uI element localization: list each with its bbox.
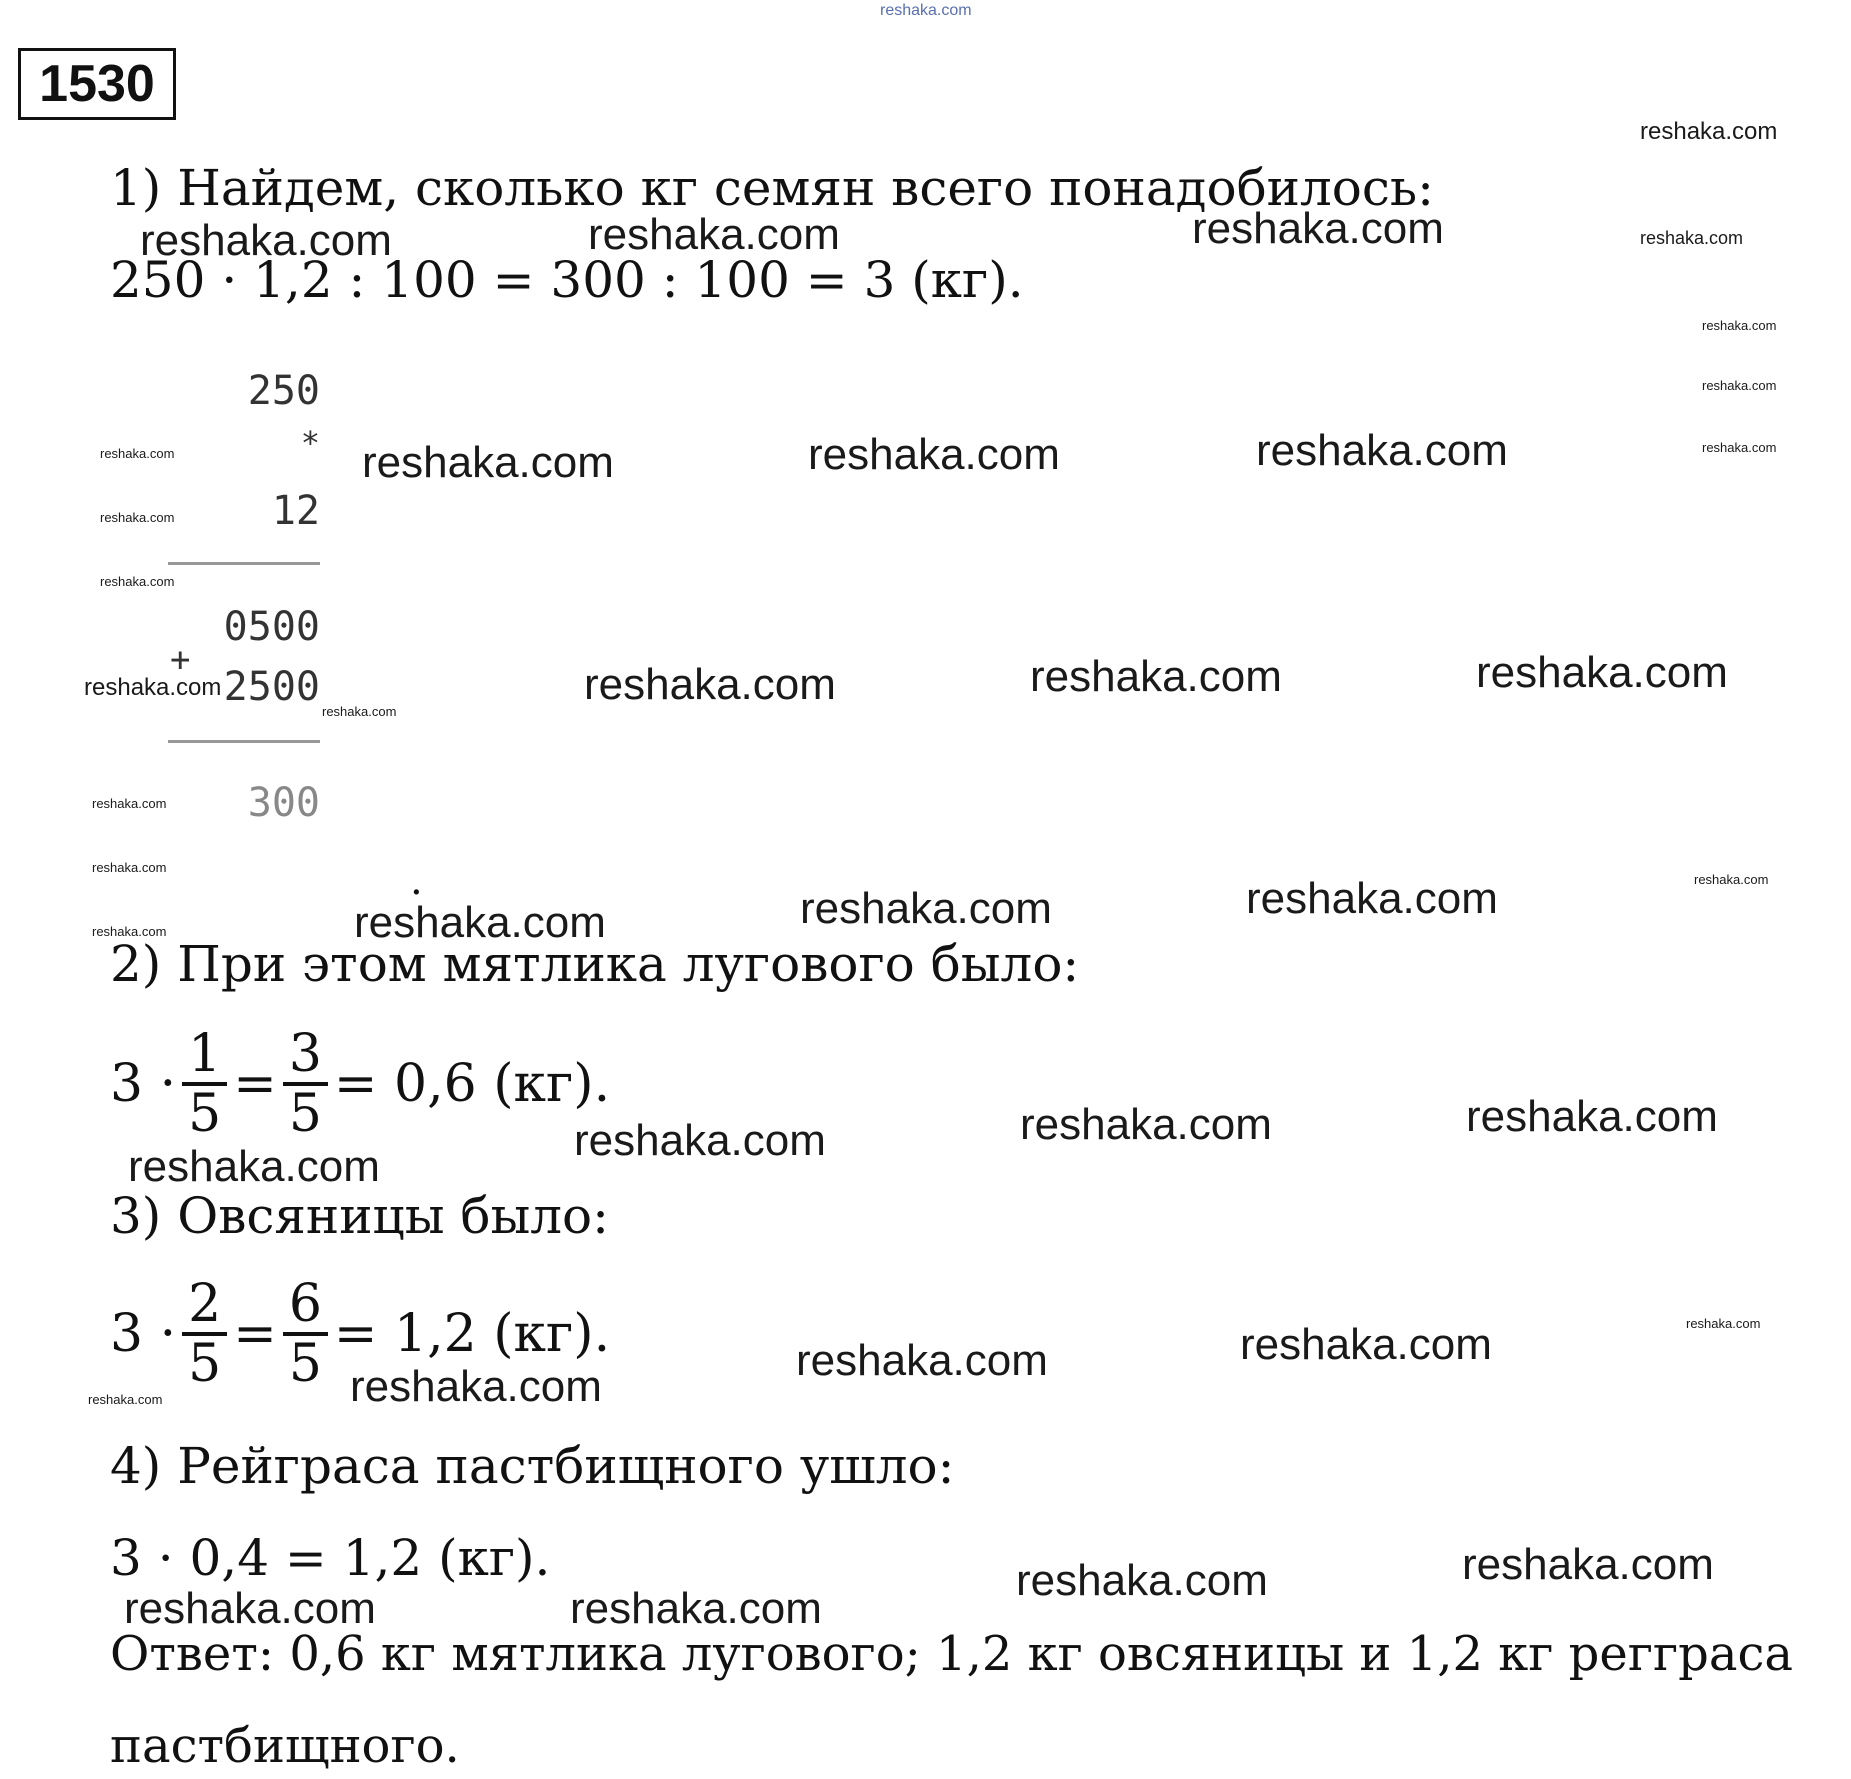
watermark: reshaka.com: [322, 704, 397, 719]
watermark: reshaka.com: [1702, 440, 1777, 455]
calc-partial2: 2500: [223, 664, 320, 710]
watermark: reshaka.com: [1640, 228, 1744, 248]
watermark: reshaka.com: [1476, 648, 1728, 697]
watermark: reshaka.com: [350, 1362, 602, 1411]
step2-eq: =: [233, 1054, 277, 1114]
watermark: reshaka.com: [140, 216, 392, 265]
step1-text: 1) Найдем, сколько кг семян всего понадобилось:: [110, 159, 1434, 217]
calc-rule-2: [168, 740, 320, 743]
watermark: reshaka.com: [574, 1116, 826, 1165]
watermark: reshaka.com: [1640, 118, 1778, 145]
calc-rule-1: [168, 562, 320, 565]
watermark: reshaka.com: [1702, 378, 1777, 393]
step4-formula: 3 · 0,4 = 1,2 (кг).: [110, 1529, 551, 1587]
watermark: reshaka.com: [354, 898, 606, 947]
step2-formula: [110, 1026, 610, 1142]
answer-line-1: Ответ: 0,6 кг мятлика лугового; 1,2 кг овсяницы и 1,2 кг регграса: [110, 1626, 1793, 1682]
calc-result: 300: [247, 780, 320, 826]
step2-num2: 3: [283, 1026, 328, 1086]
step3-rest: = 1,2 (кг).: [333, 1304, 611, 1364]
calc-dot: .: [410, 858, 423, 904]
watermark: reshaka.com: [1686, 1316, 1761, 1331]
step3-den2: 5: [288, 1334, 322, 1394]
step2-fraction-1: [182, 1026, 227, 1142]
step4-text: 4) Рейграса пастбищного ушло:: [110, 1437, 955, 1495]
calc-multiplicand: 250: [247, 368, 320, 414]
step2-den2: 5: [288, 1084, 322, 1144]
watermark: reshaka.com: [84, 674, 222, 701]
watermark: reshaka.com: [1030, 652, 1282, 701]
step1-formula: 250 · 1,2 : 100 = 300 : 100 = 3 (кг).: [110, 251, 1024, 309]
step2-fraction-2: [283, 1026, 328, 1142]
watermark: reshaka.com: [1466, 1092, 1718, 1141]
watermark: reshaka.com: [128, 1142, 380, 1191]
answer-line-2: пастбищного.: [110, 1718, 460, 1774]
watermark: reshaka.com: [800, 884, 1052, 933]
watermark: reshaka.com: [1016, 1556, 1268, 1605]
watermark: reshaka.com: [100, 446, 175, 461]
step2-den1: 5: [188, 1084, 222, 1144]
watermark: reshaka.com: [584, 660, 836, 709]
watermark: reshaka.com: [1702, 318, 1777, 333]
calc-operator-mul: *: [300, 424, 320, 462]
watermark: reshaka.com: [570, 1584, 822, 1633]
watermark: reshaka.com: [124, 1584, 376, 1633]
calc-operator-add: +: [170, 640, 191, 680]
step3-num2: 6: [283, 1276, 328, 1336]
watermark: reshaka.com: [100, 574, 175, 589]
step3-num1: 2: [182, 1276, 227, 1336]
step3-den1: 5: [188, 1334, 222, 1394]
step2-coef: 3 ·: [110, 1054, 177, 1114]
step3-fraction-1: [182, 1276, 227, 1392]
watermark: reshaka.com: [1020, 1100, 1272, 1149]
watermark: reshaka.com: [1246, 874, 1498, 923]
watermark: reshaka.com: [1462, 1540, 1714, 1589]
watermark: reshaka.com: [88, 1392, 163, 1407]
step3-coef: 3 ·: [110, 1304, 177, 1364]
watermark: reshaka.com: [1192, 204, 1444, 253]
watermark: reshaka.com: [1240, 1320, 1492, 1369]
watermark: reshaka.com: [92, 924, 167, 939]
step3-fraction-2: [283, 1276, 328, 1392]
step3-text: 3) Овсяницы было:: [110, 1187, 609, 1245]
watermark: reshaka.com: [1256, 426, 1508, 475]
step2-rest: = 0,6 (кг).: [333, 1054, 611, 1114]
watermark: reshaka.com: [362, 438, 614, 487]
site-label[interactable]: reshaka.com: [880, 2, 972, 19]
watermark: reshaka.com: [100, 510, 175, 525]
watermark: reshaka.com: [808, 430, 1060, 479]
problem-number-box: 1530: [18, 48, 176, 120]
watermark: reshaka.com: [1694, 872, 1769, 887]
step3-eq: =: [233, 1304, 277, 1364]
watermark: reshaka.com: [92, 796, 167, 811]
watermark: reshaka.com: [588, 210, 840, 259]
calc-multiplier: 12: [271, 488, 320, 534]
calc-partial1: 0500: [223, 604, 320, 650]
step2-text: 2) При этом мятлика лугового было:: [110, 935, 1080, 993]
watermark: reshaka.com: [796, 1336, 1048, 1385]
step2-num1: 1: [182, 1026, 227, 1086]
watermark: reshaka.com: [92, 860, 167, 875]
